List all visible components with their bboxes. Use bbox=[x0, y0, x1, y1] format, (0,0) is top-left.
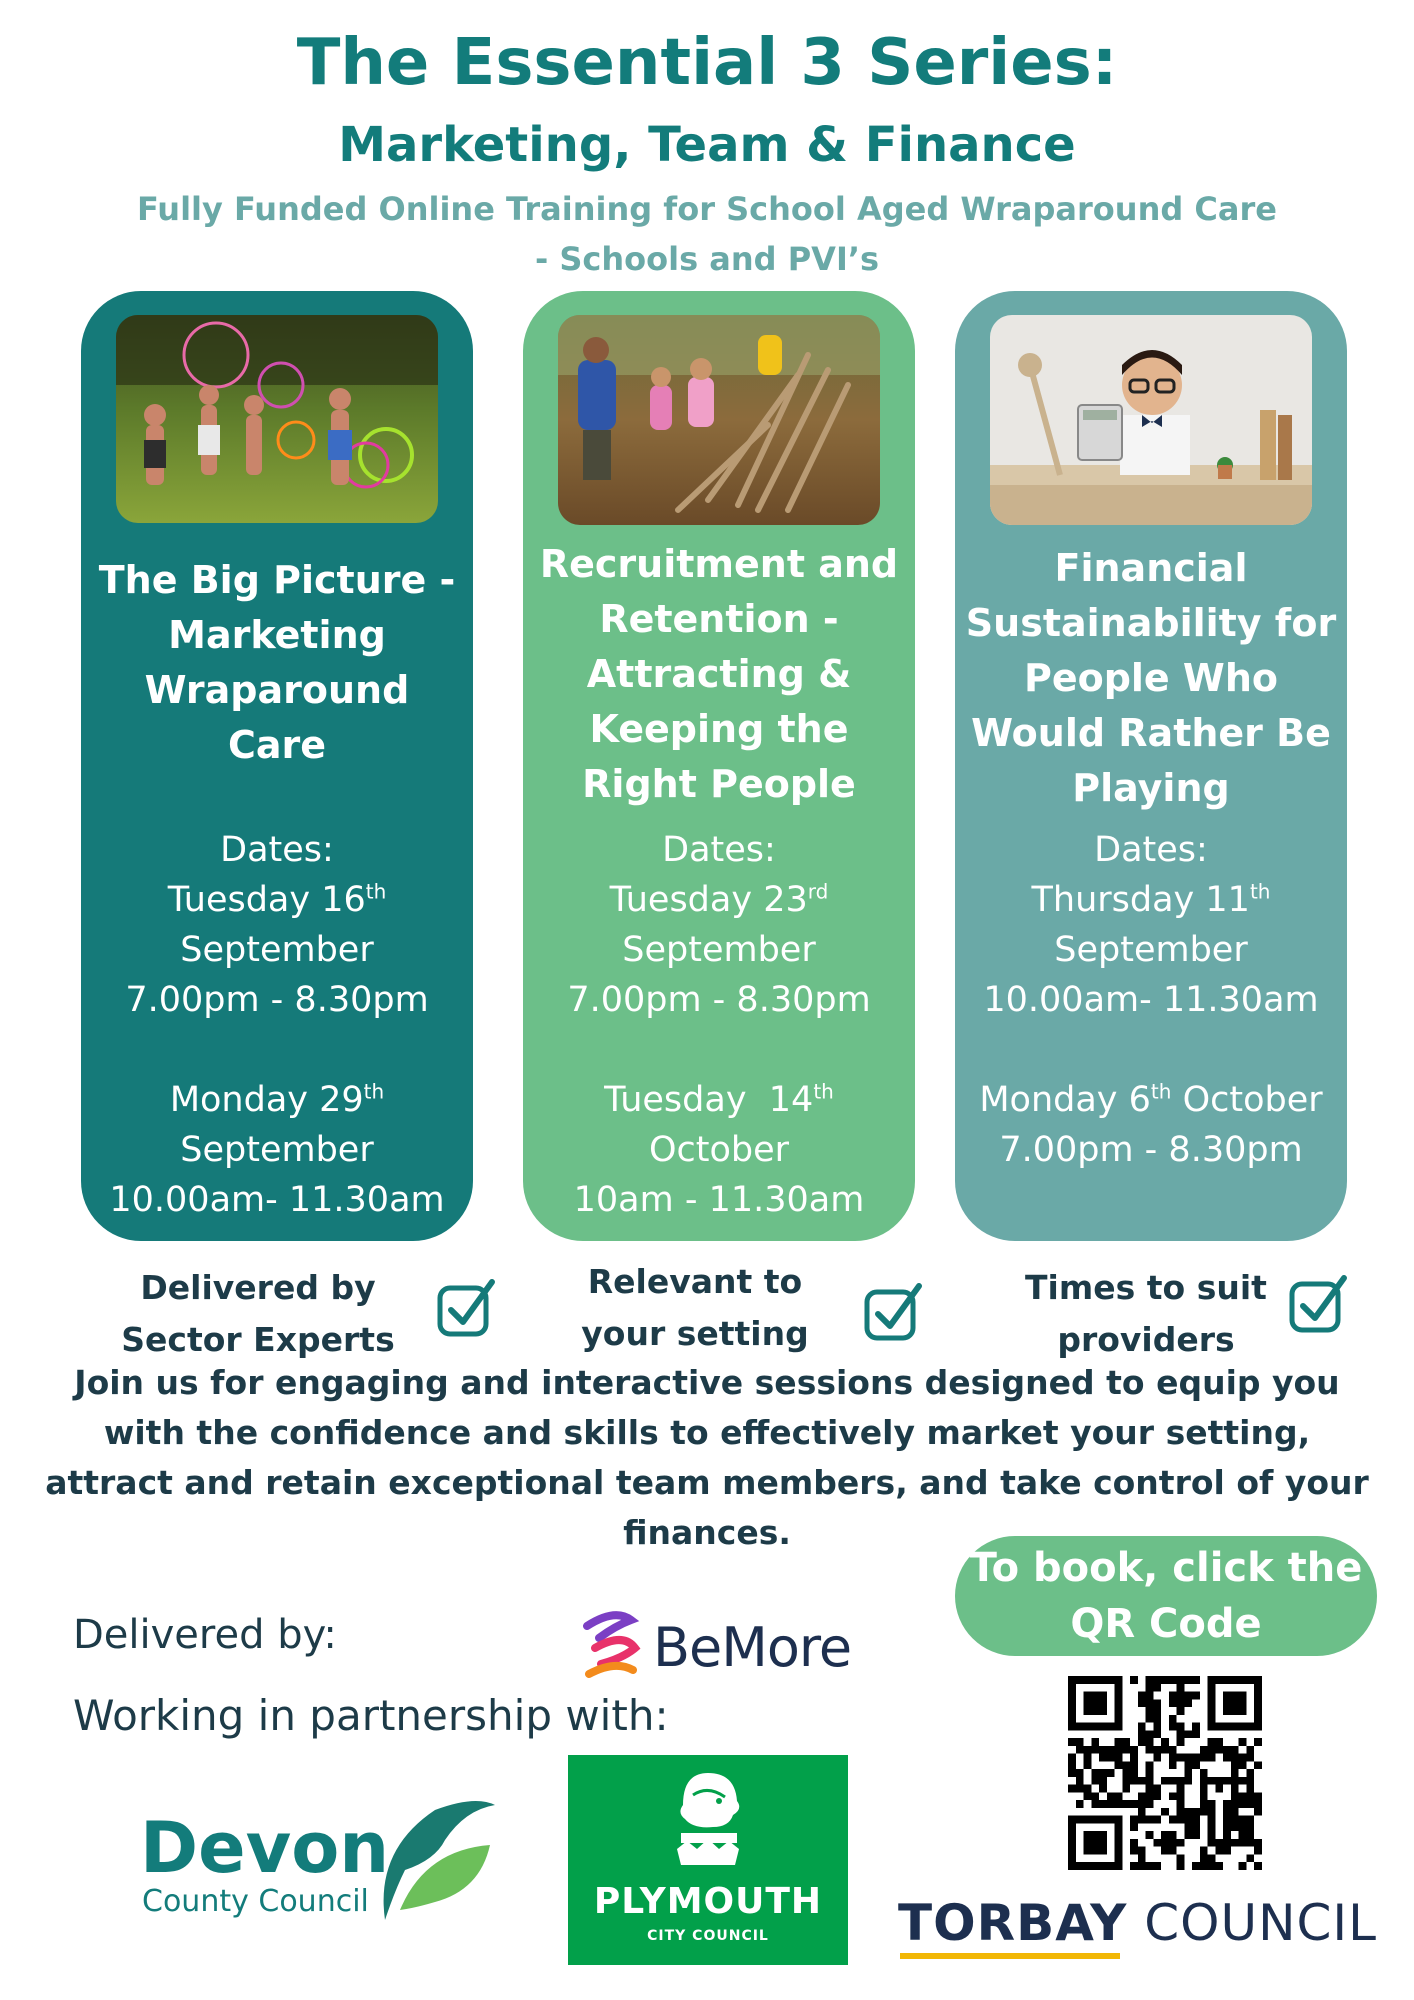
card-schedule bbox=[81, 825, 473, 1225]
book-now-button[interactable] bbox=[955, 1536, 1377, 1656]
bemore-wordmark: BeMore bbox=[653, 1616, 852, 1679]
lion-crest-icon bbox=[663, 1765, 753, 1875]
session-card-marketing bbox=[81, 291, 473, 1241]
session-2-month: September bbox=[180, 1130, 374, 1170]
feature-relevant bbox=[570, 1262, 990, 1372]
card-schedule bbox=[955, 825, 1347, 1175]
session-2-day: Monday 29th bbox=[169, 1079, 385, 1120]
book-button-line-2: QR Code bbox=[1070, 1601, 1262, 1647]
tagline-line-1: Fully Funded Online Training for School Aged Wraparound Care bbox=[137, 190, 1277, 228]
feature-text: Relevant to your setting bbox=[581, 1262, 809, 1353]
feature-text: Delivered by Sector Experts bbox=[121, 1268, 395, 1359]
devon-county-council-logo bbox=[140, 1800, 500, 1940]
card-schedule bbox=[523, 825, 915, 1225]
session-1-day: Tuesday 16th bbox=[167, 879, 387, 920]
session-1-time: 10.00am- 11.30am bbox=[983, 980, 1319, 1020]
card-title: Recruitment and Retention - Attracting & Keeping the Right People bbox=[539, 542, 899, 806]
feature-sector-experts bbox=[118, 1262, 538, 1372]
session-2-month: October bbox=[648, 1130, 790, 1170]
card-photo-boy-calculator bbox=[990, 315, 1312, 525]
card-photo-hula-hoops bbox=[116, 315, 438, 523]
plymouth-sub: CITY COUNCIL bbox=[647, 1928, 769, 1944]
description: Join us for engaging and interactive sessions designed to equip you with the confidence and skills to effectively market your setting, attract and retain exceptional team members, and take control of your finances. bbox=[45, 1363, 1369, 1552]
page-subtitle: Marketing, Team & Finance bbox=[338, 117, 1076, 173]
torbay-wordmark: TORBAY COUNCIL bbox=[898, 1894, 1378, 1952]
delivered-by-label: Delivered by: bbox=[73, 1612, 337, 1658]
tagline bbox=[0, 184, 1414, 284]
session-card-recruitment bbox=[523, 291, 915, 1241]
devon-sub: County Council bbox=[142, 1884, 369, 1919]
leaf-icon bbox=[365, 1790, 505, 1930]
checkbox-tick-icon bbox=[1288, 1272, 1352, 1336]
session-2-time: 7.00pm - 8.30pm bbox=[999, 1130, 1303, 1170]
dates-label: Dates: bbox=[220, 830, 334, 870]
dates-label: Dates: bbox=[662, 830, 776, 870]
session-1-month: September bbox=[622, 930, 816, 970]
card-photo-den-building bbox=[558, 315, 880, 525]
card-title: The Big Picture - Marketing Wraparound Care bbox=[98, 558, 456, 767]
session-2-day: Tuesday 14th bbox=[604, 1079, 834, 1120]
session-2-time: 10am - 11.30am bbox=[573, 1180, 865, 1220]
checkbox-tick-icon bbox=[863, 1280, 927, 1344]
partnership-label: Working in partnership with: bbox=[73, 1691, 669, 1740]
bemore-swirl-icon bbox=[575, 1608, 655, 1688]
book-button-line-1: To book, click the bbox=[969, 1545, 1363, 1591]
feature-text: Times to suit providers bbox=[1025, 1268, 1267, 1359]
checkbox-tick-icon bbox=[436, 1276, 500, 1340]
session-1-month: September bbox=[180, 930, 374, 970]
booking-qr-code[interactable] bbox=[1068, 1676, 1262, 1870]
session-1-time: 7.00pm - 8.30pm bbox=[567, 980, 871, 1020]
session-1-month: September bbox=[1054, 930, 1248, 970]
session-1-day: Tuesday 23rd bbox=[609, 879, 829, 920]
session-1-time: 7.00pm - 8.30pm bbox=[125, 980, 429, 1020]
session-2-date: Monday 6th October bbox=[979, 1079, 1323, 1120]
page-title: The Essential 3 Series: bbox=[296, 26, 1118, 100]
feature-times bbox=[1016, 1262, 1414, 1372]
torbay-council-logo bbox=[898, 1893, 1378, 1963]
session-2-time: 10.00am- 11.30am bbox=[109, 1180, 445, 1220]
bemore-logo bbox=[575, 1608, 875, 1688]
tagline-line-2: - Schools and PVI’s bbox=[534, 240, 880, 278]
plymouth-name: PLYMOUTH bbox=[593, 1881, 823, 1922]
card-title: Financial Sustainability for People Who Would Rather Be Playing bbox=[965, 546, 1337, 810]
torbay-underline bbox=[900, 1953, 1120, 1959]
dates-label: Dates: bbox=[1094, 830, 1208, 870]
session-1-day: Thursday 11th bbox=[1031, 879, 1271, 920]
session-card-finance bbox=[955, 291, 1347, 1241]
plymouth-city-council-logo bbox=[568, 1755, 848, 1965]
devon-name: Devon bbox=[140, 1807, 390, 1889]
